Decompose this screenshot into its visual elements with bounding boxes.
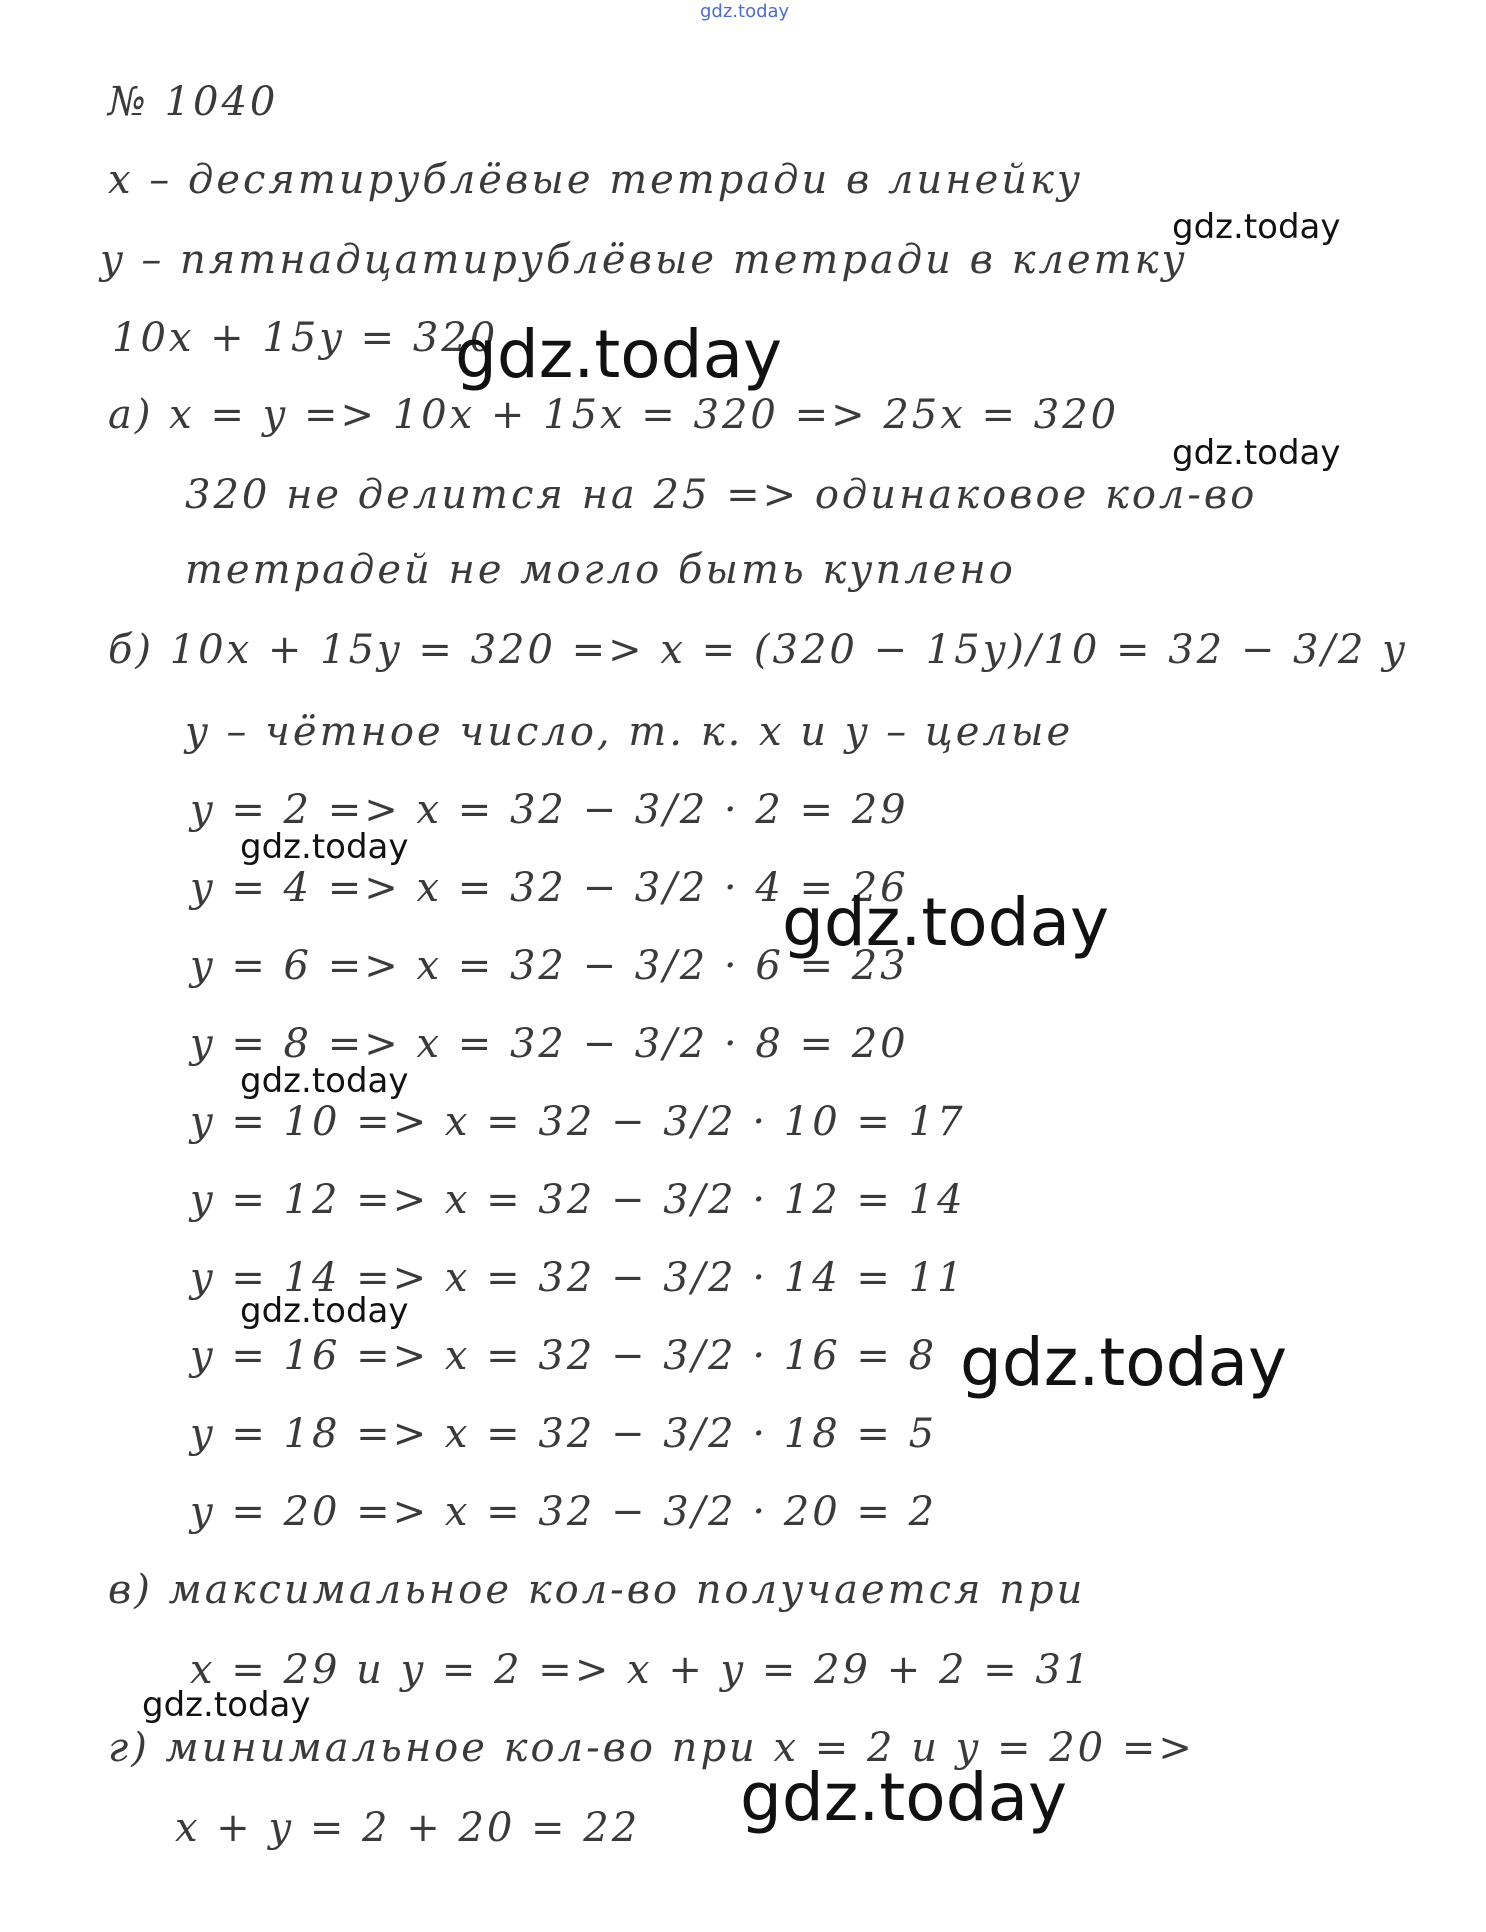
watermark-top: gdz.today <box>700 1 790 22</box>
part-a-line1: а) x = y => 10x + 15x = 320 => 25x = 320 <box>108 392 1120 438</box>
watermark: gdz.today <box>740 1759 1068 1836</box>
case-row: y = 4 => x = 32 − 3/2 · 4 = 26 <box>190 865 909 911</box>
case-row: y = 2 => x = 32 − 3/2 · 2 = 29 <box>190 787 909 833</box>
part-v-line1: в) максимальное кол-во получается при <box>108 1567 1086 1613</box>
case-row: y = 16 => x = 32 − 3/2 · 16 = 8 <box>190 1333 938 1379</box>
watermark: gdz.today <box>240 1061 409 1101</box>
case-row: y = 10 => x = 32 − 3/2 · 10 = 17 <box>190 1099 966 1145</box>
case-row: y = 8 => x = 32 − 3/2 · 8 = 20 <box>190 1021 909 1067</box>
case-row: y = 12 => x = 32 − 3/2 · 12 = 14 <box>190 1177 966 1223</box>
case-row: y = 18 => x = 32 − 3/2 · 18 = 5 <box>190 1411 938 1457</box>
watermark: gdz.today <box>455 316 783 393</box>
definition-y: y – пятнадцатирублёвые тетради в клетку <box>100 237 1188 283</box>
watermark: gdz.today <box>240 1291 409 1331</box>
part-a-line3: тетрадей не могло быть куплено <box>185 547 1016 593</box>
main-equation: 10x + 15y = 320 <box>112 315 499 361</box>
case-row: y = 20 => x = 32 − 3/2 · 20 = 2 <box>190 1489 938 1535</box>
watermark: gdz.today <box>782 884 1110 961</box>
part-a-line2: 320 не делится на 25 => одинаковое кол-во <box>185 472 1258 518</box>
part-b-formula: б) 10x + 15y = 320 => x = (320 − 15y)/10 = 32 − 3/2 y <box>108 627 1408 673</box>
watermark: gdz.today <box>142 1685 311 1725</box>
part-b-note: y – чётное число, т. к. x и y – целые <box>185 709 1074 755</box>
definition-x: x – десятирублёвые тетради в линейку <box>108 157 1084 203</box>
case-row: y = 14 => x = 32 − 3/2 · 14 = 11 <box>190 1255 966 1301</box>
watermark: gdz.today <box>1172 207 1341 247</box>
part-g-line1: г) минимальное кол-во при x = 2 и y = 20 => <box>108 1725 1195 1771</box>
watermark: gdz.today <box>240 827 409 867</box>
part-g-line2: x + y = 2 + 20 = 22 <box>175 1805 641 1851</box>
case-row: y = 6 => x = 32 − 3/2 · 6 = 23 <box>190 943 909 989</box>
watermark: gdz.today <box>960 1324 1288 1401</box>
part-v-line2: x = 29 и y = 2 => x + y = 29 + 2 = 31 <box>190 1647 1093 1693</box>
problem-number: № 1040 <box>108 79 279 125</box>
watermark: gdz.today <box>1172 433 1341 473</box>
